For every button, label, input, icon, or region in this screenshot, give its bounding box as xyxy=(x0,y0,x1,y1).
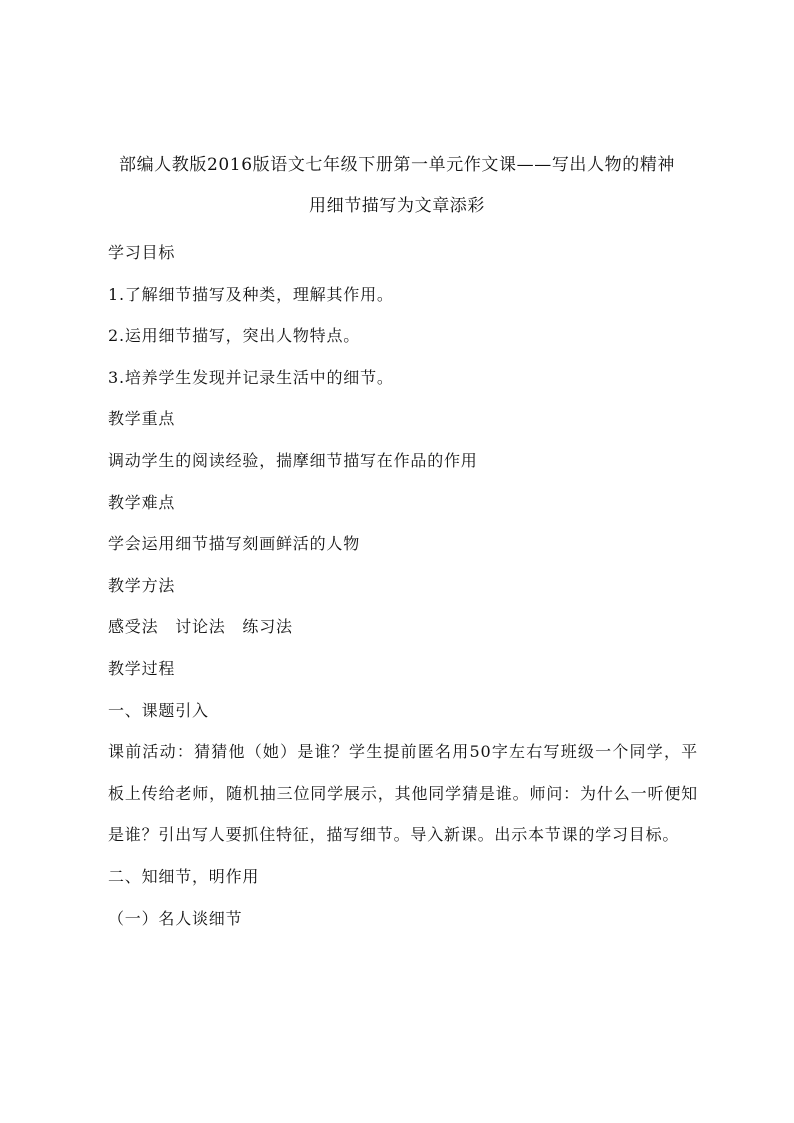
process-step-2: 二、知细节，明作用 xyxy=(108,866,260,886)
section-heading-process: 教学过程 xyxy=(108,658,176,678)
pre-class-activity-paragraph: 课前活动：猜猜他（她）是谁？学生提前匿名用50字左右写班级一个同学，平板上传给老师，随机抽三位同学展示，其他同学猜是谁。师问：为什么一听便知是谁？引出写人要抓住特征，描写细节。导入新课。出示本节课的学习目标。 xyxy=(108,742,698,845)
goal-item-3: 3.培养学生发现并记录生活中的细节。 xyxy=(108,367,394,387)
process-step-1: 一、课题引入 xyxy=(108,700,209,720)
document-body xyxy=(108,232,698,939)
section-heading-key-points: 教学重点 xyxy=(108,409,176,429)
process-substep-1: （一）名人谈细节 xyxy=(108,908,243,928)
document-title: 部编人教版2016版语文七年级下册第一单元作文课——写出人物的精神 xyxy=(118,155,676,175)
goal-item-1: 1.了解细节描写及种类，理解其作用。 xyxy=(108,284,394,304)
section-heading-goals: 学习目标 xyxy=(108,243,176,262)
goal-item-2: 2.运用细节描写，突出人物特点。 xyxy=(108,326,361,346)
key-points-text: 调动学生的阅读经验，揣摩细节描写在作品的作用 xyxy=(108,450,478,470)
difficulties-text: 学会运用细节描写刻画鲜活的人物 xyxy=(108,534,361,554)
section-heading-methods: 教学方法 xyxy=(108,575,176,595)
section-heading-difficulties: 教学难点 xyxy=(108,492,176,512)
document-subtitle: 用细节描写为文章添彩 xyxy=(309,196,485,216)
methods-text: 感受法 讨论法 练习法 xyxy=(108,617,293,637)
